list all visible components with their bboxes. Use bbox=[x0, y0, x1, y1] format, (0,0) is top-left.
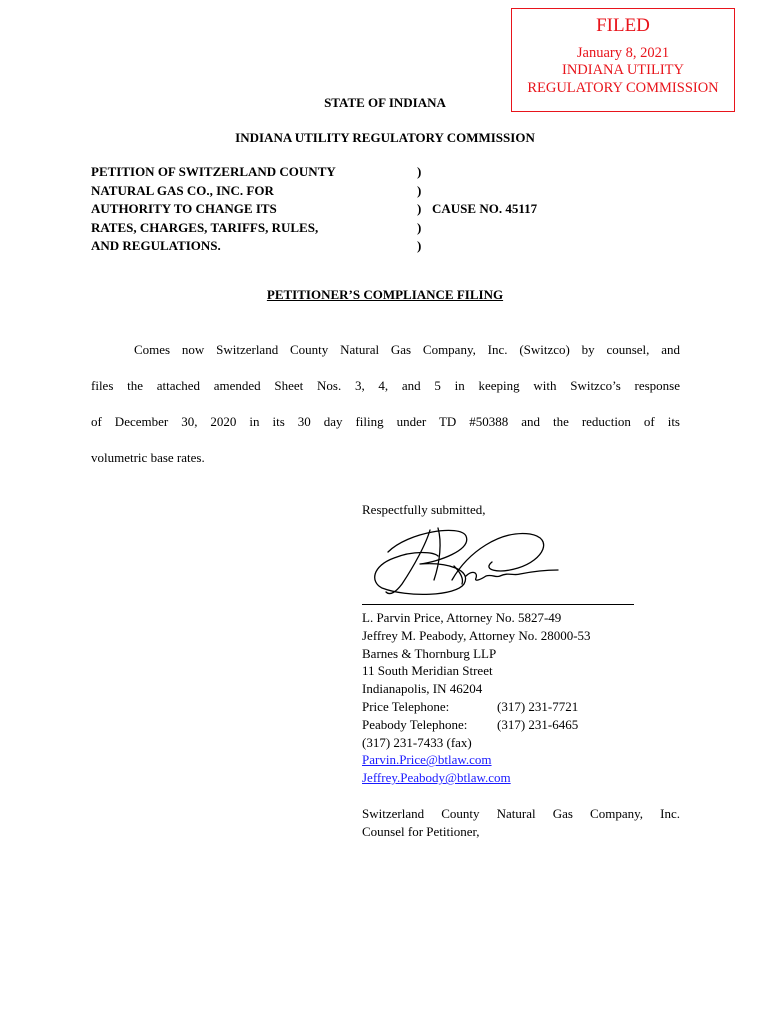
attorney-contact-block bbox=[362, 609, 591, 787]
price-telephone bbox=[362, 698, 591, 716]
caption-line: AND REGULATIONS. bbox=[91, 238, 221, 253]
peabody-telephone bbox=[362, 716, 591, 734]
body-line: Comes now Switzerland County Natural Gas Company, Inc. (Switzco) by counsel, and bbox=[134, 342, 680, 357]
state-heading: STATE OF INDIANA bbox=[324, 95, 446, 110]
price-telephone-label: Price Telephone: bbox=[362, 698, 450, 714]
paren: ) bbox=[417, 182, 422, 198]
stamp-date: January 8, 2021 bbox=[576, 45, 670, 61]
closing: Respectfully submitted, bbox=[362, 502, 486, 517]
city-state-zip: Indianapolis, IN 46204 bbox=[362, 681, 483, 697]
company-name: Switzerland County Natural Gas Company, Inc. bbox=[362, 806, 680, 821]
commission-heading: INDIANA UTILITY REGULATORY COMMISSION bbox=[235, 130, 535, 145]
email-link-peabody[interactable]: Jeffrey.Peabody@btlaw.com bbox=[362, 770, 511, 786]
peabody-telephone-number: (317) 231-6465 bbox=[497, 716, 579, 732]
body-line: files the attached amended Sheet Nos. 3, 4, and 5 in keeping with Switzco’s response bbox=[91, 378, 680, 393]
attorney-2: Jeffrey M. Peabody, Attorney No. 28000-53 bbox=[362, 627, 591, 643]
document-title-text: PETITIONER’S COMPLIANCE FILING bbox=[266, 287, 504, 302]
caption-line: PETITION OF SWITZERLAND COUNTY bbox=[91, 164, 336, 179]
body-line: of December 30, 2020 in its 30 day filing under TD #50388 and the reduction of its bbox=[91, 414, 680, 429]
stamp-line-2: INDIANA UTILITY bbox=[561, 62, 684, 78]
caption-parentheses bbox=[417, 163, 421, 256]
body-line: volumetric base rates. bbox=[91, 450, 205, 465]
counsel-line: Counsel for Petitioner, bbox=[362, 824, 480, 839]
paren: ) bbox=[417, 164, 422, 179]
fax-number: (317) 231-7433 (fax) bbox=[362, 734, 472, 750]
paren: ) bbox=[417, 219, 422, 235]
peabody-telephone-label: Peabody Telephone: bbox=[362, 716, 468, 732]
stamp-title: FILED bbox=[596, 15, 650, 36]
paren: ) bbox=[417, 201, 422, 216]
stamp-line-3: REGULATORY COMMISSION bbox=[527, 80, 719, 96]
paren: ) bbox=[417, 238, 422, 253]
handwritten-signature bbox=[368, 522, 568, 602]
cause-number: CAUSE NO. 45117 bbox=[432, 201, 538, 216]
price-telephone-number: (317) 231-7721 bbox=[497, 698, 579, 714]
caption-line: RATES, CHARGES, TARIFFS, RULES, bbox=[91, 219, 319, 235]
signature-line bbox=[362, 604, 634, 605]
caption-line: AUTHORITY TO CHANGE ITS bbox=[91, 201, 277, 216]
firm-name: Barnes & Thornburg LLP bbox=[362, 645, 497, 661]
caption-line: NATURAL GAS CO., INC. FOR bbox=[91, 182, 274, 198]
street-address: 11 South Meridian Street bbox=[362, 663, 493, 679]
case-caption bbox=[91, 163, 336, 256]
document-title bbox=[0, 287, 770, 303]
attorney-1: L. Parvin Price, Attorney No. 5827-49 bbox=[362, 610, 562, 625]
email-link-price[interactable]: Parvin.Price@btlaw.com bbox=[362, 752, 492, 768]
